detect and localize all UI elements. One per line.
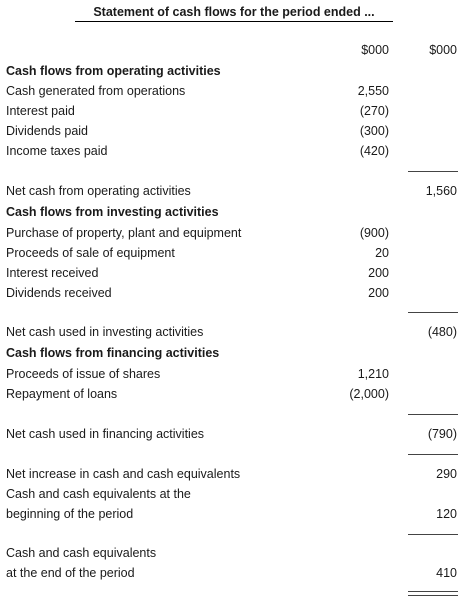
issue-shares-label: Proceeds of issue of shares (6, 367, 161, 381)
interest-received-value: 200 (368, 266, 389, 280)
dividends-paid-label: Dividends paid (6, 124, 88, 138)
end-label-line2: at the end of the period (6, 566, 135, 580)
end-label-line1: Cash and cash equivalents (6, 546, 157, 560)
total-rule-1 (408, 591, 458, 592)
subtotal-rule (408, 312, 458, 313)
sale-equipment-label: Proceeds of sale of equipment (6, 246, 175, 260)
interest-received-label: Interest received (6, 266, 99, 280)
subtotal-rule (408, 171, 458, 172)
subtotal-rule (408, 534, 458, 535)
net-increase-label: Net increase in cash and cash equivalents (6, 467, 241, 481)
net-increase-value: 290 (436, 467, 457, 481)
investing-heading: Cash flows from investing activities (6, 205, 219, 219)
dividends-received-value: 200 (368, 286, 389, 300)
sale-equipment-value: 20 (375, 246, 389, 260)
subtotal-rule (408, 454, 458, 455)
net-investing-value: (480) (427, 325, 457, 339)
income-taxes-value: (420) (359, 144, 389, 158)
interest-paid-value: (270) (359, 104, 389, 118)
total-rule-2 (408, 595, 458, 596)
dividends-paid-value: (300) (359, 124, 389, 138)
net-operating-value: 1,560 (425, 184, 457, 198)
beginning-label-line2: beginning of the period (6, 507, 134, 521)
end-value: 410 (436, 566, 457, 580)
subtotal-rule (408, 414, 458, 415)
issue-shares-value: 1,210 (357, 367, 389, 381)
beginning-value: 120 (436, 507, 457, 521)
operating-heading: Cash flows from operating activities (6, 64, 221, 78)
dividends-received-label: Dividends received (6, 286, 112, 300)
beginning-label-line1: Cash and cash equivalents at the (6, 487, 191, 501)
net-financing-label: Net cash used in financing activities (6, 427, 205, 441)
net-financing-value: (790) (427, 427, 457, 441)
repay-loans-label: Repayment of loans (6, 387, 118, 401)
cash-generated-value: 2,550 (357, 84, 389, 98)
interest-paid-label: Interest paid (6, 104, 75, 118)
net-investing-label: Net cash used in investing activities (6, 325, 204, 339)
repay-loans-value: (2,000) (349, 387, 389, 401)
column-header-1: $000 (361, 43, 389, 57)
income-taxes-label: Income taxes paid (6, 144, 108, 158)
cash-generated-label: Cash generated from operations (6, 84, 186, 98)
net-operating-label: Net cash from operating activities (6, 184, 191, 198)
column-header-2: $000 (429, 43, 457, 57)
ppe-value: (900) (359, 226, 389, 240)
statement-title: Statement of cash flows for the period ended ... (75, 5, 393, 22)
financing-heading: Cash flows from financing activities (6, 346, 220, 360)
ppe-label: Purchase of property, plant and equipment (6, 226, 242, 240)
